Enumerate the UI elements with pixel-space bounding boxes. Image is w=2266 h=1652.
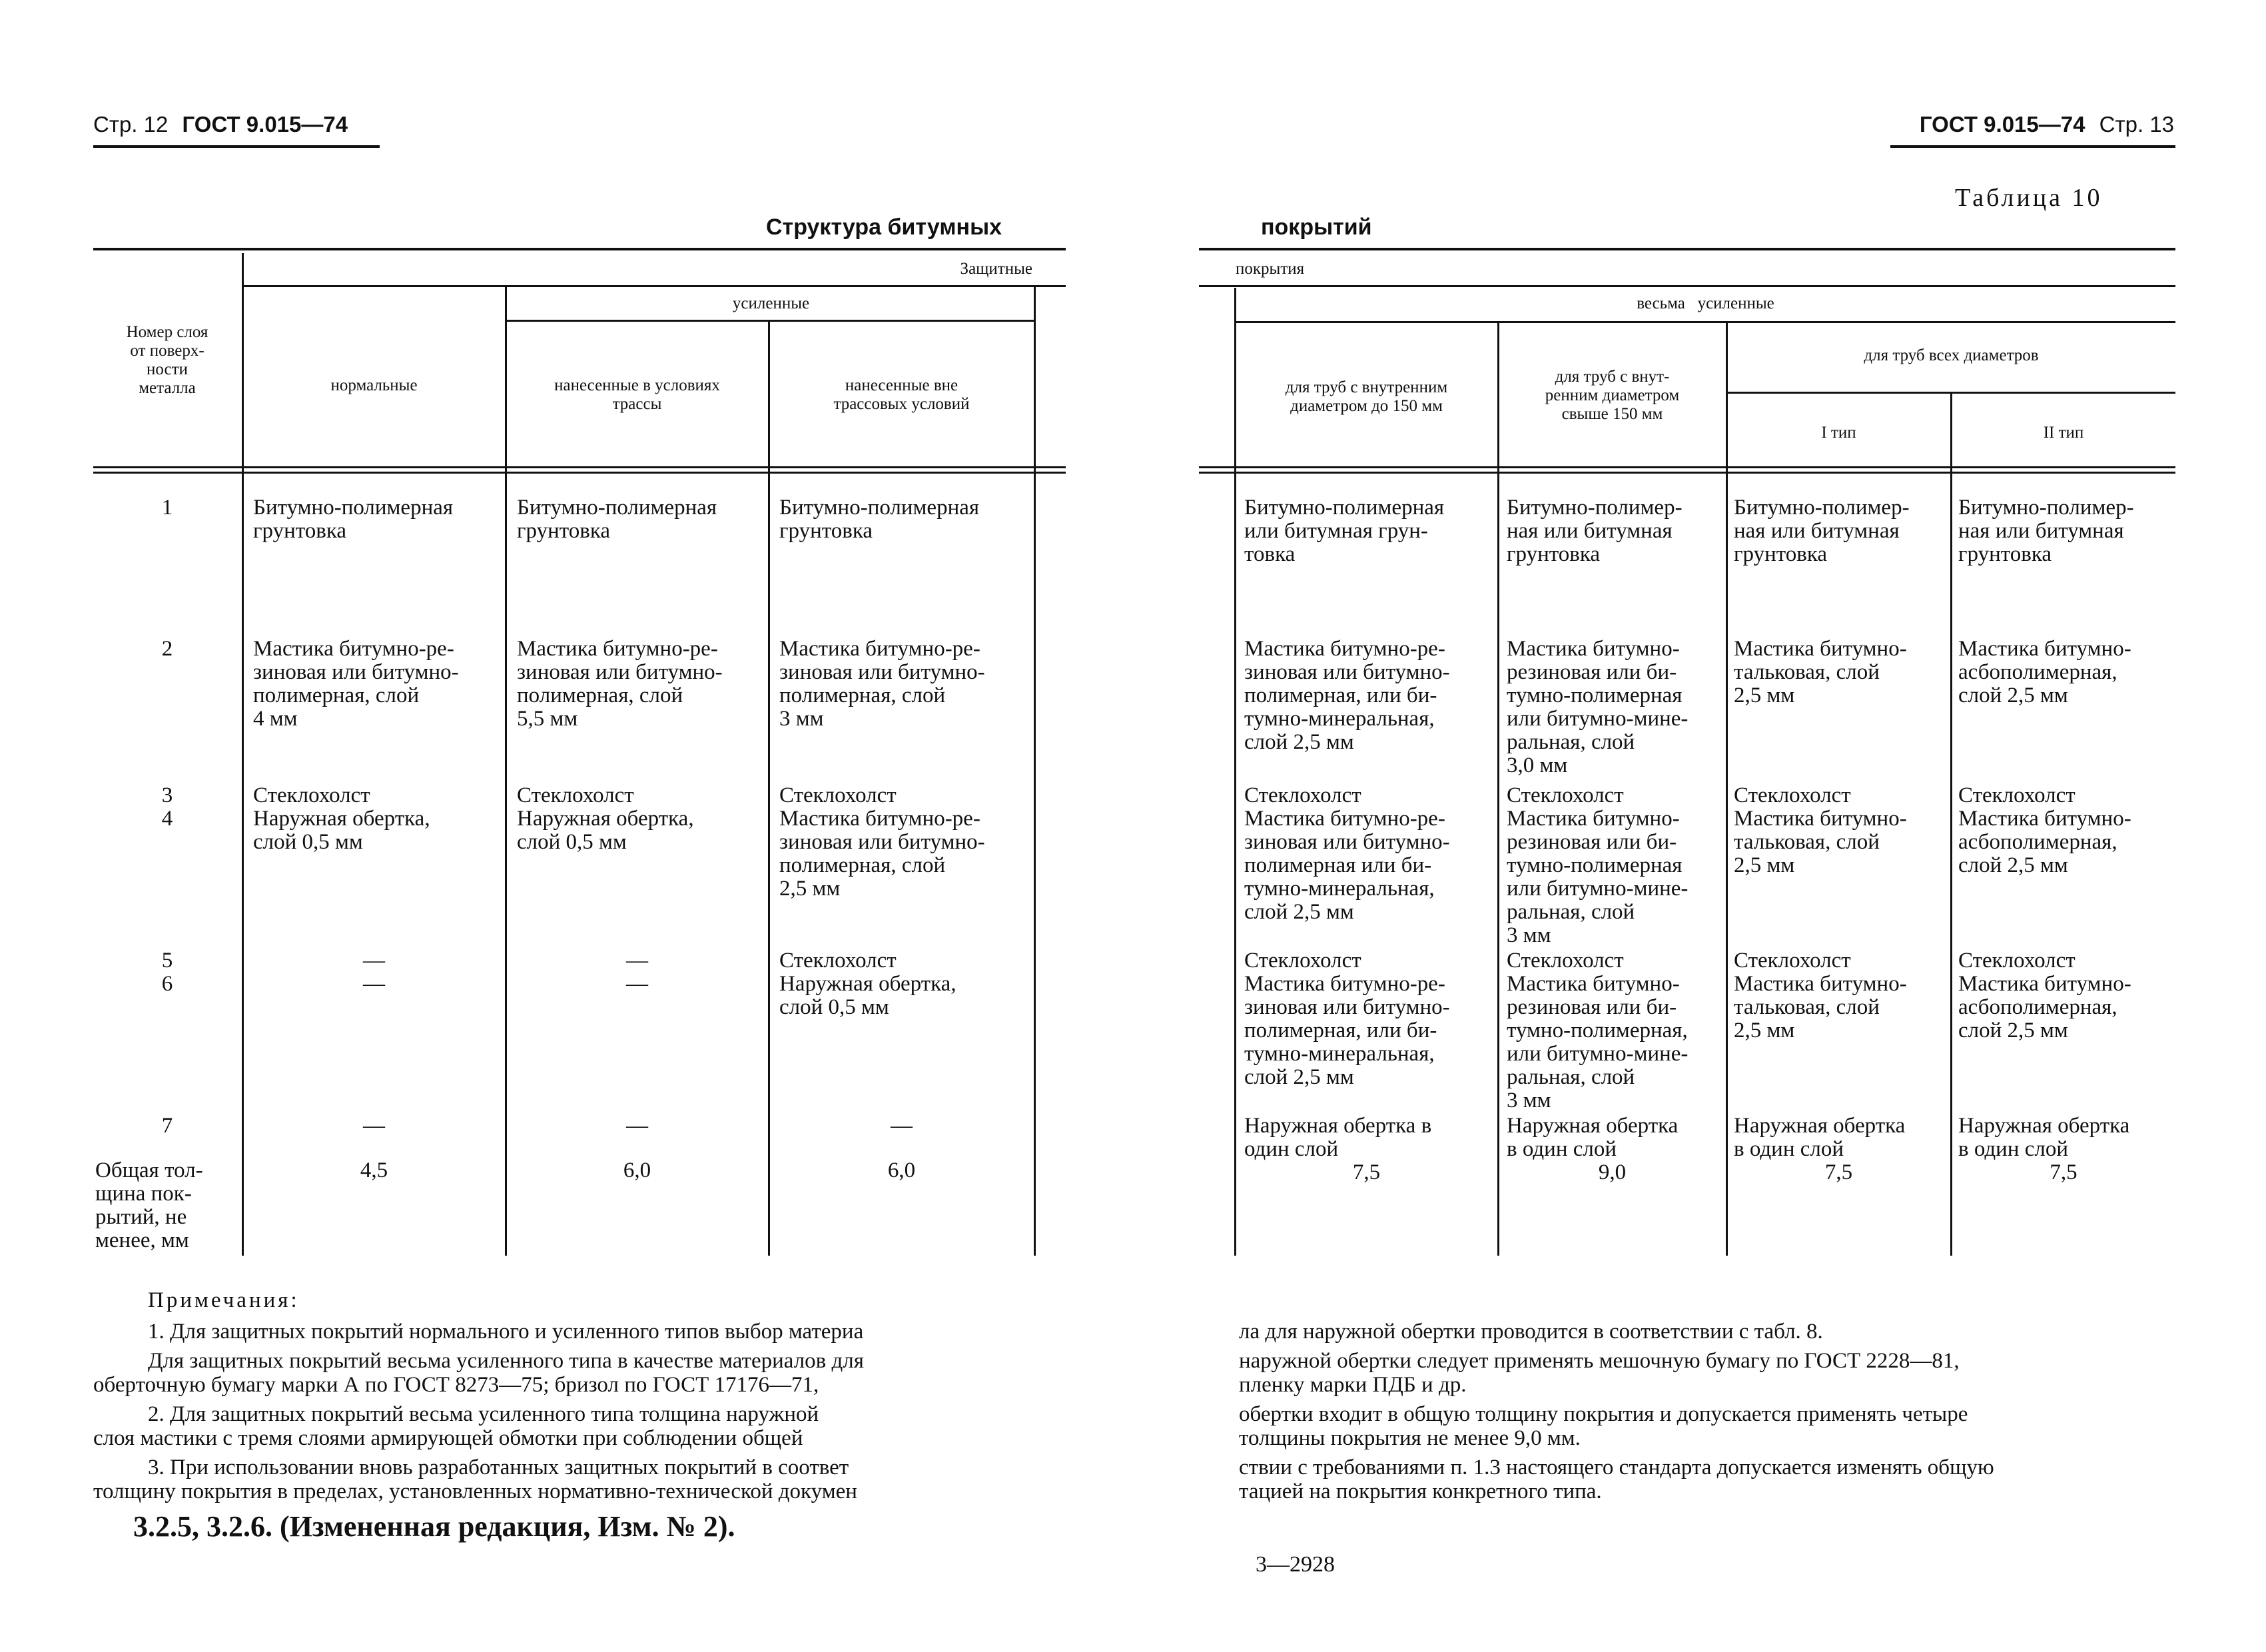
- row-layer-number: 7: [161, 1114, 173, 1138]
- note-3-right-line1: ствии с требованиями п. 1.3 настоящего стандарта допускается изменять общую: [1239, 1455, 1994, 1479]
- total-type1: 7,5: [1824, 1160, 1853, 1184]
- cell-reinforced-offroute: Стеклохолст Наружная обертка, слой 0,5 мм: [779, 949, 956, 1019]
- cell-normal: Битумно-полимерная грунтовка: [253, 496, 454, 543]
- notes-heading: Примечания:: [148, 1288, 300, 1312]
- cell-reinforced-route: Мастика битумно-ре- зиновая или битумно- полимерная, слой 5,5 мм: [517, 637, 723, 731]
- cell-type1: Наружная обертка в один слой: [1734, 1114, 1906, 1161]
- right-vline-2: [1497, 322, 1499, 1256]
- right-header-bottom-rule-1: [1199, 466, 2175, 468]
- cell-very-reinf-over150: Мастика битумно- резиновая или би- тумно-полимерная или битумно-мине- ральная, слой 3,0 мм: [1507, 637, 1689, 777]
- cell-type2: Битумно-полимер- ная или битумная грунтовка: [1958, 496, 2134, 566]
- right-vline-3: [1726, 322, 1728, 1256]
- right-table-top-rule: [1199, 248, 2175, 250]
- right-standard-code: ГОСТ 9.015—74: [1919, 112, 2085, 137]
- cell-very-reinf-over150: Наружная обертка в один слой: [1507, 1114, 1679, 1161]
- note-1-right: ла для наружной обертки проводится в соответствии с табл. 8.: [1239, 1320, 1823, 1344]
- cell-normal: —: [363, 1114, 385, 1138]
- table-number: Таблица 10: [1955, 184, 2103, 212]
- cell-very-reinf-upto150: Наружная обертка в один слой: [1244, 1114, 1432, 1161]
- total-reinforced-route: 6,0: [623, 1158, 651, 1182]
- note-3-left-line2: толщину покрытия в пределах, установленных нормативно-технической докумен: [93, 1479, 857, 1503]
- revision-note: 3.2.5, 3.2.6. (Измененная редакция, Изм. № 2).: [133, 1510, 735, 1543]
- cell-very-reinf-upto150: Стеклохолст Мастика битумно-ре- зиновая или битумно- полимерная или би- тумно-минеральная, слой 2,5 мм: [1244, 783, 1450, 924]
- group-protective: Защитные: [960, 260, 1032, 278]
- group-very-reinforced: весьма усиленные: [1637, 294, 1774, 312]
- note-2-left-line2: слоя мастики с тремя слоями армирующей обмотки при соблюдении общей: [93, 1426, 803, 1450]
- col-layer-number: Номер слоя от поверх- ности металла: [126, 323, 208, 397]
- cell-reinforced-offroute: Битумно-полимерная грунтовка: [779, 496, 980, 543]
- col-very-reinf-upto150: для труб с внутренним диаметром до 150 мм: [1285, 378, 1448, 415]
- col-reinforced-offroute: нанесенные вне трассовых условий: [833, 376, 970, 413]
- right-page-number: Стр. 13: [2099, 112, 2174, 137]
- cell-reinforced-offroute: Мастика битумно-ре- зиновая или битумно- полимерная, слой 3 мм: [779, 637, 985, 731]
- col-type1: I тип: [1821, 424, 1856, 442]
- total-reinforced-offroute: 6,0: [887, 1158, 916, 1182]
- left-vline-2: [505, 286, 507, 1256]
- right-header-rule: [1890, 145, 2175, 148]
- note-1b-left-line2: оберточную бумагу марки А по ГОСТ 8273—75; бризол по ГОСТ 17176—71,: [93, 1373, 819, 1397]
- cell-reinforced-route: Стеклохолст Наружная обертка, слой 0,5 мм: [517, 783, 694, 854]
- left-header-bottom-rule-2: [93, 472, 1066, 474]
- cell-type2: Наружная обертка в один слой: [1958, 1114, 2130, 1161]
- group-reinforced: усиленные: [732, 294, 810, 312]
- group-protective-continued: покрытия: [1236, 260, 1305, 278]
- note-3-left-line1: 3. При использовании вновь разработанных защитных покрытий в соответ: [148, 1455, 849, 1479]
- cell-reinforced-route: — —: [626, 949, 648, 996]
- left-standard-code: ГОСТ 9.015—74: [182, 112, 348, 137]
- rule-under-protective: [243, 285, 1066, 287]
- col-very-reinf-over150: для труб с внут- ренним диаметром свыше 150 мм: [1545, 368, 1680, 423]
- cell-very-reinf-upto150: Битумно-полимерная или битумная грун- товка: [1244, 496, 1445, 566]
- total-thickness-label: Общая тол- щина пок- рытий, не менее, мм: [95, 1158, 203, 1252]
- left-page-number: Стр. 12: [93, 112, 169, 137]
- row-layer-number: 1: [161, 496, 173, 520]
- table-title-right: покрытий: [1261, 214, 1372, 240]
- cell-type1: Стеклохолст Мастика битумно- тальковая, слой 2,5 мм: [1734, 783, 1907, 877]
- cell-very-reinf-over150: Стеклохолст Мастика битумно- резиновая или би- тумно-полимерная, или битумно-мине- ральная, слой 3 мм: [1507, 949, 1689, 1112]
- right-header-bottom-rule-2: [1199, 472, 2175, 474]
- row-layer-number: 5 6: [161, 949, 173, 996]
- row-layer-number: 2: [161, 637, 173, 661]
- right-vline-1: [1234, 288, 1236, 1256]
- total-very-reinf-upto150: 7,5: [1352, 1160, 1381, 1184]
- note-3-right-line2: тацией на покрытия конкретного типа.: [1239, 1479, 1602, 1503]
- note-2-left-line1: 2. Для защитных покрытий весьма усиленного типа толщина наружной: [148, 1402, 819, 1426]
- cell-type2: Стеклохолст Мастика битумно- асбополимерная, слой 2,5 мм: [1958, 949, 2131, 1042]
- rule-under-protective-cont: [1199, 285, 2175, 287]
- rule-under-reinforced: [506, 320, 1036, 322]
- col-type2: II тип: [2043, 424, 2084, 442]
- cell-type1: Мастика битумно- тальковая, слой 2,5 мм: [1734, 637, 1907, 707]
- left-vline-1: [242, 253, 244, 1256]
- total-normal: 4,5: [360, 1158, 388, 1182]
- right-page-header: [1920, 112, 2174, 137]
- note-1b-left-line1: Для защитных покрытий весьма усиленного типа в качестве материалов для: [148, 1349, 864, 1373]
- print-code: 3—2928: [1256, 1552, 1335, 1577]
- cell-reinforced-offroute: Стеклохолст Мастика битумно-ре- зиновая или битумно- полимерная, слой 2,5 мм: [779, 783, 985, 901]
- cell-very-reinf-upto150: Стеклохолст Мастика битумно-ре- зиновая или битумно- полимерная, или би- тумно-минеральная, слой 2,5 мм: [1244, 949, 1450, 1089]
- rule-under-very-reinforced: [1236, 321, 2175, 323]
- col-reinforced-route: нанесенные в условиях трассы: [554, 376, 720, 413]
- left-table-top-rule: [93, 248, 1066, 250]
- cell-very-reinf-over150: Битумно-полимер- ная или битумная грунтовка: [1507, 496, 1683, 566]
- note-2-right-line1: обертки входит в общую толщину покрытия и допускается применять четыре: [1239, 1402, 1968, 1426]
- left-header-rule: [93, 145, 380, 148]
- note-2-right-line2: толщины покрытия не менее 9,0 мм.: [1239, 1426, 1581, 1450]
- group-all-diameters: для труб всех диаметров: [1864, 346, 2039, 364]
- cell-type1: Стеклохолст Мастика битумно- тальковая, слой 2,5 мм: [1734, 949, 1907, 1042]
- table-title-left: Структура битумных: [766, 214, 1002, 240]
- cell-type2: Мастика битумно- асбополимерная, слой 2,5 мм: [1958, 637, 2131, 707]
- cell-very-reinf-over150: Стеклохолст Мастика битумно- резиновая или би- тумно-полимерная или битумно-мине- ральная, слой 3 мм: [1507, 783, 1689, 947]
- note-1-left: 1. Для защитных покрытий нормального и усиленного типов выбор материа: [148, 1320, 864, 1344]
- cell-type2: Стеклохолст Мастика битумно- асбополимерная, слой 2,5 мм: [1958, 783, 2131, 877]
- note-1b-right-line1: наружной обертки следует применять мешочную бумагу по ГОСТ 2228—81,: [1239, 1349, 1960, 1373]
- cell-reinforced-offroute: —: [891, 1114, 913, 1138]
- col-normal: нормальные: [330, 376, 418, 394]
- right-vline-4: [1950, 393, 1952, 1256]
- cell-normal: — —: [363, 949, 385, 996]
- cell-reinforced-route: —: [626, 1114, 648, 1138]
- total-very-reinf-over150: 9,0: [1598, 1160, 1627, 1184]
- note-1b-right-line2: пленку марки ПДБ и др.: [1239, 1373, 1467, 1397]
- cell-reinforced-route: Битумно-полимерная грунтовка: [517, 496, 717, 543]
- left-vline-4: [1034, 286, 1036, 1256]
- row-layer-number: 3 4: [161, 783, 173, 831]
- cell-normal: Стеклохолст Наружная обертка, слой 0,5 мм: [253, 783, 430, 854]
- left-page-header: [93, 112, 348, 137]
- cell-type1: Битумно-полимер- ная или битумная грунтовка: [1734, 496, 1910, 566]
- total-type2: 7,5: [2050, 1160, 2077, 1184]
- cell-normal: Мастика битумно-ре- зиновая или битумно- полимерная, слой 4 мм: [253, 637, 459, 731]
- left-header-bottom-rule-1: [93, 466, 1066, 468]
- cell-very-reinf-upto150: Мастика битумно-ре- зиновая или битумно- полимерная, или би- тумно-минеральная, слой 2,5 мм: [1244, 637, 1450, 754]
